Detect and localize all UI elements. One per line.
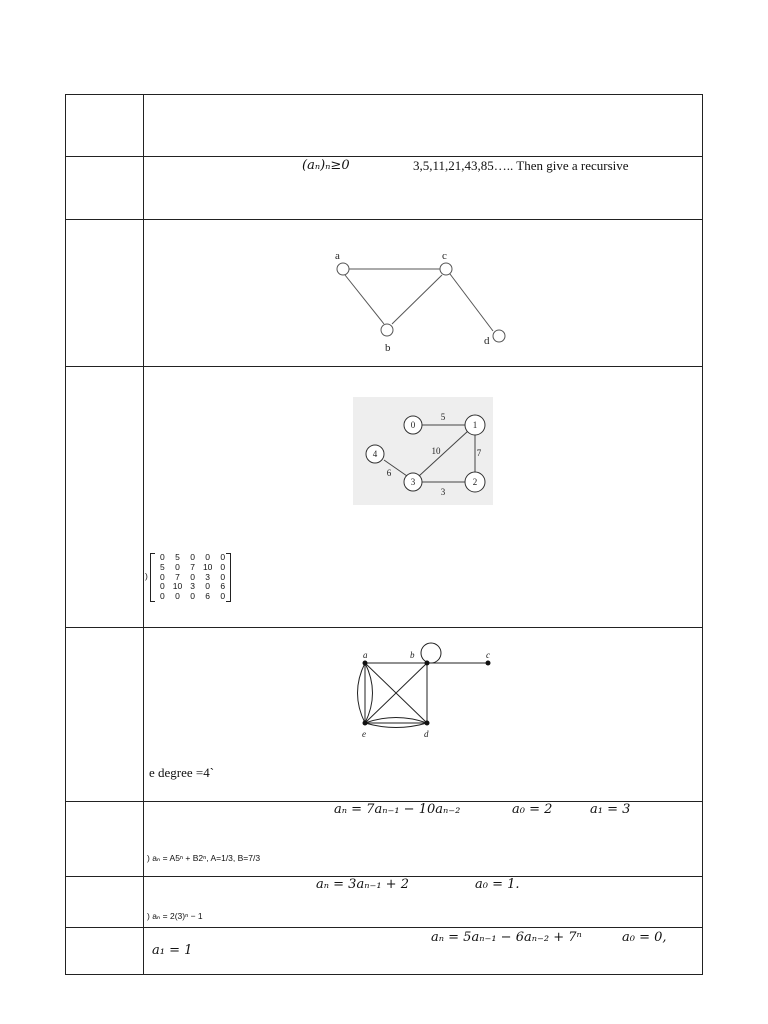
node-label-3: 3 bbox=[410, 477, 416, 487]
number-cell bbox=[66, 928, 144, 974]
number-cell bbox=[66, 802, 144, 876]
label-b: b bbox=[385, 342, 391, 354]
matrix-cell: 5 bbox=[175, 552, 180, 562]
matrix-cell: 0 bbox=[220, 571, 226, 582]
edge-e-d-2 bbox=[365, 718, 427, 724]
matrix-cell: 0 bbox=[175, 591, 180, 602]
matrix-cell: 0 bbox=[175, 561, 180, 572]
matrix-cell: 0 bbox=[220, 552, 226, 562]
matrix-cell: 10 bbox=[172, 581, 183, 592]
matrix-cell: 7 bbox=[175, 571, 180, 582]
label-c: c bbox=[486, 650, 490, 660]
table-row bbox=[66, 802, 702, 877]
recurrence-equation: aₙ = 5aₙ₋₁ − 6aₙ₋₂ + 7ⁿ bbox=[431, 930, 582, 945]
node-d bbox=[493, 330, 505, 342]
node-label-2: 2 bbox=[472, 477, 478, 487]
table-row bbox=[66, 157, 702, 220]
content-cell bbox=[144, 628, 702, 801]
initial-a0: a₀ = 0, bbox=[622, 930, 667, 945]
matrix-cell: 0 bbox=[190, 591, 195, 602]
edge-c-d bbox=[450, 274, 493, 331]
node-e bbox=[363, 721, 368, 726]
matrix-table bbox=[156, 553, 229, 602]
answer-text: ) aₙ = A5ⁿ + B2ⁿ, A=1/3, B=7/3 bbox=[147, 853, 261, 863]
table-row bbox=[66, 95, 702, 157]
matrix-cell: 0 bbox=[160, 552, 165, 562]
weight-1-3: 10 bbox=[431, 446, 441, 456]
table-row bbox=[66, 928, 702, 974]
node-label-0: 0 bbox=[410, 420, 416, 430]
edge-a-e-2 bbox=[358, 663, 366, 723]
matrix-prefix: ) bbox=[145, 571, 148, 581]
label-c: c bbox=[442, 250, 447, 262]
matrix-cell: 0 bbox=[220, 591, 226, 602]
matrix-cell: 0 bbox=[205, 552, 211, 562]
initial-a1: a₁ = 1 bbox=[152, 943, 193, 958]
weight-3-2: 3 bbox=[440, 487, 446, 497]
content-cell bbox=[144, 367, 702, 627]
answer-text: ) aₙ = 2(3)ⁿ − 1 bbox=[147, 911, 203, 921]
matrix-left-bracket bbox=[150, 553, 155, 602]
matrix-cell: 3 bbox=[190, 581, 195, 592]
matrix-cell: 6 bbox=[220, 581, 226, 592]
initial-a1: a₁ = 3 bbox=[590, 802, 631, 817]
matrix-cell: 0 bbox=[190, 571, 195, 582]
label-d: d bbox=[484, 335, 490, 347]
matrix-cell: 10 bbox=[202, 561, 213, 572]
label-a: a bbox=[363, 650, 368, 660]
recurrence-equation: aₙ = 7aₙ₋₁ − 10aₙ₋₂ bbox=[334, 802, 461, 817]
matrix-cell: 0 bbox=[160, 591, 165, 602]
matrix-cell: 0 bbox=[205, 581, 211, 592]
matrix-right-bracket bbox=[226, 553, 231, 602]
matrix-cell: 0 bbox=[160, 571, 165, 582]
weight-0-1: 5 bbox=[440, 412, 446, 422]
loop-b bbox=[421, 643, 441, 663]
node-label-1: 1 bbox=[472, 420, 478, 430]
node-label-4: 4 bbox=[372, 449, 378, 459]
node-d bbox=[425, 721, 430, 726]
node-c bbox=[440, 263, 452, 275]
edge-e-d-3 bbox=[365, 723, 427, 728]
number-cell bbox=[66, 367, 144, 627]
graph-abcd bbox=[144, 220, 702, 366]
recurrence-equation: aₙ = 3aₙ₋₁ + 2 bbox=[316, 877, 409, 892]
content-cell bbox=[144, 928, 702, 974]
number-cell bbox=[66, 95, 144, 156]
content-cell bbox=[144, 95, 702, 156]
table-row bbox=[66, 367, 702, 628]
weight-4-3: 6 bbox=[386, 468, 392, 478]
node-a bbox=[363, 661, 368, 666]
matrix-row bbox=[156, 592, 229, 602]
matrix-cell: 0 bbox=[220, 561, 226, 572]
label-e: e bbox=[362, 729, 366, 739]
table-row bbox=[66, 220, 702, 367]
matrix-cell: 3 bbox=[205, 571, 211, 582]
label-d: d bbox=[424, 729, 429, 739]
weight-1-2: 7 bbox=[476, 448, 482, 458]
matrix-cell: 0 bbox=[160, 581, 165, 592]
node-a bbox=[337, 263, 349, 275]
matrix-cell: 5 bbox=[160, 561, 165, 572]
node-b bbox=[425, 661, 430, 666]
content-cell bbox=[144, 877, 702, 927]
weighted-graph bbox=[144, 367, 702, 547]
sequence-text: 3,5,11,21,43,85….. Then give a recursive bbox=[413, 158, 629, 173]
edge-b-c bbox=[392, 275, 442, 324]
node-c bbox=[486, 661, 491, 666]
sequence-symbol: (aₙ)ₙ≥0 bbox=[302, 158, 350, 173]
edge-a-e-3 bbox=[365, 663, 373, 723]
multigraph bbox=[144, 628, 702, 778]
question-table bbox=[65, 94, 703, 975]
degree-note: e degree =4` bbox=[149, 765, 215, 780]
matrix-cell: 7 bbox=[190, 561, 195, 572]
table-row bbox=[66, 877, 702, 928]
matrix-cell: 6 bbox=[205, 591, 211, 602]
number-cell bbox=[66, 628, 144, 801]
number-cell bbox=[66, 877, 144, 927]
content-cell bbox=[144, 220, 702, 366]
matrix-cell: 0 bbox=[190, 552, 195, 562]
initial-a0: a₀ = 1. bbox=[475, 877, 520, 892]
content-cell bbox=[144, 157, 702, 219]
initial-a0: a₀ = 2 bbox=[512, 802, 553, 817]
adjacency-matrix bbox=[145, 552, 229, 602]
number-cell bbox=[66, 220, 144, 366]
number-cell bbox=[66, 157, 144, 219]
node-b bbox=[381, 324, 393, 336]
label-a: a bbox=[335, 250, 340, 262]
label-b: b bbox=[410, 650, 415, 660]
table-row bbox=[66, 628, 702, 802]
edge-a-b bbox=[345, 275, 384, 324]
content-cell bbox=[144, 802, 702, 876]
